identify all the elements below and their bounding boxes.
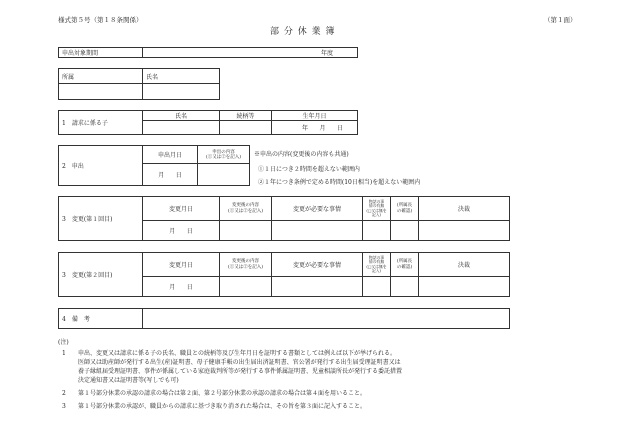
- change2-doc-2: 情の有無: [368, 259, 385, 265]
- change1-doc-2: 情の有無: [368, 203, 385, 209]
- change1-month: 月: [169, 228, 176, 235]
- notes-heading: (注): [58, 339, 69, 346]
- application-date-field[interactable]: [143, 164, 198, 186]
- change2-row-label: 3 変更(第２回目): [59, 253, 143, 297]
- application-note: [250, 146, 510, 186]
- change2-month: 月: [169, 284, 176, 291]
- child-name-field[interactable]: [143, 121, 220, 135]
- application-note-head: ※申出の内容(変更後の内容も共通): [254, 150, 349, 158]
- application-content-title: 申出の内容: [212, 149, 235, 155]
- change1-reason-field[interactable]: [272, 221, 363, 241]
- application-content-field[interactable]: [198, 164, 250, 186]
- page-title: 部 分 休 業 簿: [270, 27, 336, 37]
- change1-row-label: 3 変更(第１回目): [59, 197, 143, 241]
- birth-year: 年: [302, 125, 309, 132]
- change1-doc-1: 物話の事: [368, 198, 385, 204]
- name-label: 氏名: [143, 69, 220, 84]
- child-relation-header: 続柄等: [220, 111, 272, 121]
- affiliation-field[interactable]: [59, 84, 143, 100]
- change1-after-sub: (①又は②を記入): [227, 208, 263, 214]
- period-field[interactable]: [143, 48, 358, 58]
- change1-day: 日: [186, 228, 193, 235]
- change2-doc-4: 記入): [371, 267, 382, 273]
- change2-reason-field[interactable]: [272, 277, 363, 297]
- name-field[interactable]: [143, 84, 220, 100]
- change1-date-field[interactable]: [143, 221, 220, 241]
- application-day: 日: [175, 172, 182, 180]
- remarks-label: 4 備 考: [59, 309, 143, 329]
- change2-after-header: [220, 253, 272, 277]
- child-relation-field[interactable]: [220, 121, 272, 135]
- change1-decision-header: 決裁: [419, 197, 510, 221]
- notes-section: [58, 338, 402, 411]
- change2-date-header: 変更月日: [143, 253, 220, 277]
- application-row-label: 2 申出: [59, 146, 143, 186]
- change2-check-field[interactable]: [391, 277, 419, 297]
- note-3-num: 3: [62, 403, 66, 410]
- change1-doc-4: 記入): [371, 211, 382, 217]
- change2-doc-header: [363, 253, 391, 277]
- change2-table: [58, 252, 510, 297]
- change1-after-field[interactable]: [220, 221, 272, 241]
- change2-check-header: [391, 253, 419, 277]
- page-number: （第１面）: [544, 16, 577, 24]
- remarks-table: [58, 308, 510, 329]
- child-table: [58, 110, 358, 135]
- change2-after-field[interactable]: [220, 277, 272, 297]
- note-3-text: 第１号部分休業の承認が、職員からの請求に基づき取り消された場合は、その旨を第３面に記入すること。: [78, 403, 367, 410]
- affiliation-table: [58, 68, 220, 100]
- change1-after-header: [220, 197, 272, 221]
- application-date-header: 申出月日: [143, 146, 198, 164]
- birth-month: 月: [319, 125, 326, 132]
- note-1-line2: 医師又は助産師が発行する出生(産)証明書、母子健康手帳の出生届出済証明書、官公署が発行する出生届受理証明書又は: [78, 359, 401, 366]
- change1-date-header: 変更月日: [143, 197, 220, 221]
- change1-reason-header: 変更が必要な事情: [272, 197, 363, 221]
- change1-doc-3: (□又は無を: [366, 207, 387, 213]
- change2-after-sub: (①又は②を記入): [227, 264, 263, 270]
- note-2: [58, 389, 402, 398]
- change1-after-title: 変更後の内容: [232, 203, 259, 209]
- note-1-num: 1: [62, 350, 66, 357]
- note-1-line4: 決定通知書又は証明書等(写しでも可): [78, 377, 179, 384]
- child-name-header: 氏名: [143, 111, 220, 121]
- application-content-header: [198, 146, 250, 164]
- period-table: [58, 47, 358, 58]
- application-note-2: ②１年につき条例で定める時間(10日相当)を超えない範囲内: [258, 178, 421, 186]
- change2-check-1: (所属長: [396, 259, 413, 265]
- child-row-label: 1 請求に係る子: [59, 111, 143, 135]
- note-2-num: 2: [62, 390, 66, 397]
- change1-decision-field[interactable]: [419, 221, 510, 241]
- period-label: 申出対象期間: [59, 48, 143, 58]
- change2-doc-field[interactable]: [363, 277, 391, 297]
- note-1-line3: 養子縁組届受理証明書、事件が係属している家庭裁判所等が発行する事件係属証明書、児童相談所長が発行する委託措置: [78, 368, 403, 375]
- change1-check-2: の確認): [396, 208, 413, 214]
- period-unit: 年度: [321, 50, 334, 57]
- birth-day: 日: [336, 125, 343, 132]
- change1-doc-field[interactable]: [363, 221, 391, 241]
- form-number: 様式第５号（第１８条関係）: [58, 16, 143, 24]
- application-content-sub: (①又は②を記入): [205, 154, 241, 160]
- change1-check-1: (所属長: [396, 203, 413, 209]
- note-1-line1: 申出、変更又は請求に係る子の氏名、職員との続柄等及び生年月日を証明する書類としては例えば以下が挙げられる。: [78, 350, 397, 357]
- change2-day: 日: [186, 284, 193, 291]
- change1-table: [58, 196, 510, 241]
- application-note-1: ①１日につき２時間を超えない範囲内: [258, 165, 360, 173]
- change2-decision-header: 決裁: [419, 253, 510, 277]
- change2-after-title: 変更後の内容: [232, 259, 259, 265]
- remarks-field[interactable]: [143, 309, 510, 329]
- change2-date-field[interactable]: [143, 277, 220, 297]
- change1-doc-header: [363, 197, 391, 221]
- affiliation-label: 所属: [59, 69, 143, 84]
- change2-check-2: の確認): [396, 264, 413, 270]
- change2-reason-header: 変更が必要な事情: [272, 253, 363, 277]
- application-month: 月: [158, 172, 165, 180]
- note-2-text: 第１号部分休業の承認の請求の場合は第２面、第２号部分休業の承認の請求の場合は第４面を用いること。: [78, 390, 367, 397]
- change2-doc-3: (□又は無を: [366, 263, 387, 269]
- note-1: [58, 349, 402, 358]
- application-table: [58, 145, 510, 186]
- child-birth-header: 生年月日: [272, 111, 358, 121]
- note-3: [58, 402, 402, 411]
- change2-doc-1: 物話の事: [368, 254, 385, 260]
- child-birth-field[interactable]: [272, 121, 358, 135]
- change1-check-header: [391, 197, 419, 221]
- change1-check-field[interactable]: [391, 221, 419, 241]
- change2-decision-field[interactable]: [419, 277, 510, 297]
